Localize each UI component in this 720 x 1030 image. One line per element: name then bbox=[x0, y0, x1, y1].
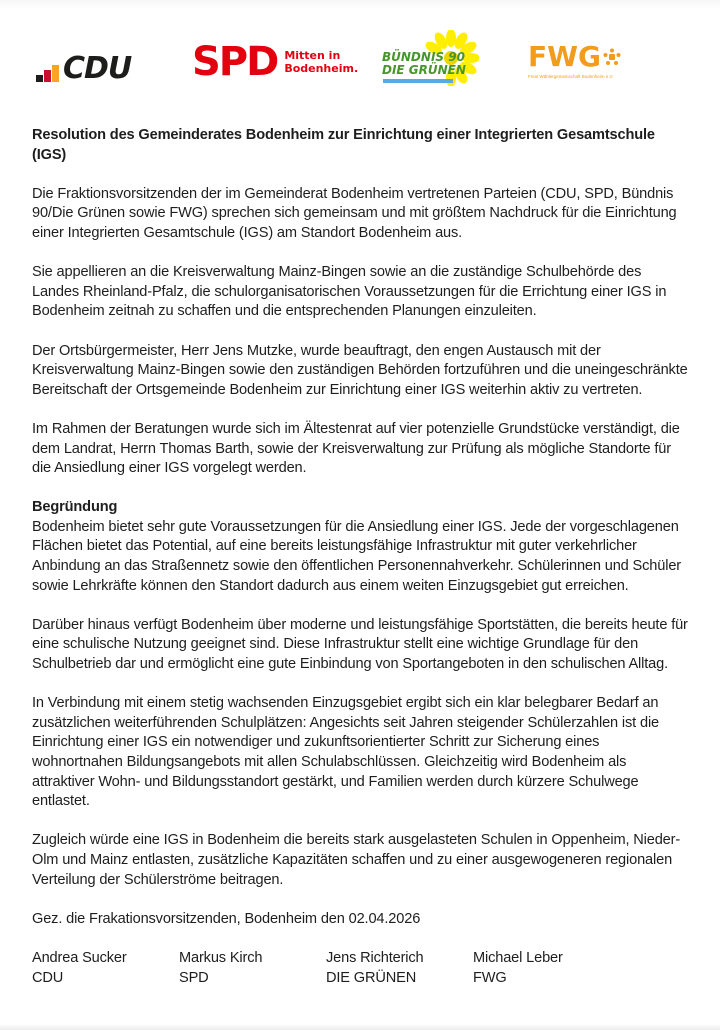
fwg-logo bbox=[528, 42, 621, 79]
party-logos-row bbox=[0, 30, 720, 100]
justification-paragraph: Zugleich würde eine IGS in Bodenheim die bereits stark ausgelasteten Schulen in Oppenheim, Nieder-Olm und Mainz entlasten, zusätzliche Kapazitäten schaffen und zu einer ausgewogeneren regionalen Verteilung der Schülerströme beitragen. bbox=[32, 832, 681, 888]
fwg-logo-text: FWG bbox=[528, 40, 601, 73]
signatures-block bbox=[32, 949, 692, 988]
gruene-logo bbox=[378, 30, 498, 90]
signatory-name: Andrea Sucker bbox=[32, 949, 127, 966]
fwg-subtitle: Freie Wählergemeinschaft Bodenheim e.V. bbox=[528, 74, 614, 79]
signatory bbox=[326, 949, 473, 988]
gruene-blue-band bbox=[383, 79, 453, 83]
justification-paragraph: In Verbindung mit einem stetig wachsenden Einzugsgebiet ergibt sich ein klar belegbarer Bedarf an zusätzlichen weiterführenden Schulplätzen: Angesichts seit Jahren steigender Schülerzahlen ist die Einrichtung einer IGS ein notwendiger und zukunftsorientierter Schritt zur Sicherung eines wohnortnahen Bildungsangebots mit allen Schulabschlüssen. Gleichzeitig wird Bodenheim als attraktiver Wohn- und Bildungsstandort gestärkt, und Familien werden durch kürzere Schulwege entlastet. bbox=[32, 695, 659, 810]
signatory-party: CDU bbox=[32, 969, 64, 986]
signatory-party: SPD bbox=[179, 969, 209, 986]
signatory bbox=[473, 949, 620, 988]
signatory-party: FWG bbox=[473, 969, 507, 986]
cdu-logo-text: CDU bbox=[63, 51, 132, 86]
paragraph: Die Fraktionsvorsitzenden der im Gemeinderat Bodenheim vertretenen Parteien (CDU, SPD, Bündnis 90/Die Grünen sowie FWG) sprechen sich gemeinsam und mit größtem Nachdruck für die Einrichtung einer Integrierten Gesamtschule (IGS) am Standort Bodenheim aus. bbox=[32, 185, 677, 241]
justification-paragraph: Bodenheim bietet sehr gute Voraussetzungen für die Ansiedlung einer IGS. Jede der vorgeschlagenen Flächen bietet das Potential, auf eine bereits leistungsfähige Infrastruktur mit guter verkehrlicher Anbindung an das Straßennetz sowie den öffentlichen Personennahverkehr. Schülerinnen und Schüler sowie Lehrkräfte können den Standort dadurch aus einem weiten Einzugsgebiet gut erreichen. bbox=[32, 518, 681, 594]
fwg-figure-icon bbox=[603, 48, 621, 66]
gruene-line2: DIE GRÜNEN bbox=[382, 63, 466, 77]
paragraph: Sie appellieren an die Kreisverwaltung Mainz-Bingen sowie an die zuständige Schulbehörde des Landes Rheinland-Pfalz, die schulorganisatorischen Voraussetzungen für die Errichtung einer IGS in Bodenheim zeitnah zu schaffen und die entsprechenden Planungen einzuleiten. bbox=[32, 264, 667, 320]
spd-logo bbox=[192, 39, 359, 85]
signatory-party: DIE GRÜNEN bbox=[326, 969, 417, 986]
spd-tagline bbox=[284, 49, 358, 75]
spd-tagline-line1: Mitten in bbox=[284, 49, 341, 62]
cdu-bars-icon bbox=[36, 65, 60, 82]
paragraph: Im Rahmen der Beratungen wurde sich im Ältestenrat auf vier potenzielle Grundstücke verständigt, die dem Landrat, Herrn Thomas Barth, sowie der Kreisverwaltung zur Prüfung als mögliche Standorte für die Ansiedlung einer IGS vorgelegt werden. bbox=[32, 420, 680, 477]
justification-paragraph: Darüber hinaus verfügt Bodenheim über moderne und leistungsfähige Sportstätten, die bereits heute für eine schulische Nutzung geeignet sind. Diese Infrastruktur stellt eine wichtige Grundlage für den Schulbetrieb dar und ermöglicht eine gute Einbindung von Sportangeboten in den schulischen Alltag. bbox=[32, 616, 688, 673]
spd-tagline-line2: Bodenheim. bbox=[284, 62, 359, 75]
paragraph: Der Ortsbürgermeister, Herr Jens Mutzke, wurde beauftragt, den engen Austausch mit der Kreisverwaltung Mainz-Bingen sowie den zuständigen Behörden fortzuführen und die uneingeschränkte Bereitschaft der Ortsgemeinde Bodenheim zur Einrichtung einer IGS weiterhin aktiv zu vertreten. bbox=[32, 342, 688, 398]
document-title: Resolution des Gemeinderates Bodenheim zur Einrichtung einer Integrierten Gesamtschule (IGS) bbox=[32, 127, 655, 163]
cdu-logo bbox=[36, 51, 132, 86]
signatory-name: Markus Kirch bbox=[179, 949, 263, 966]
resolution-document bbox=[32, 126, 692, 988]
page-bottom-edge bbox=[0, 1024, 720, 1030]
signatory bbox=[32, 949, 179, 988]
signatory bbox=[179, 949, 326, 988]
gruene-line1: BÜNDNIS 90 bbox=[382, 50, 465, 64]
signatory-name: Jens Richterich bbox=[326, 949, 424, 966]
spd-logo-text: SPD bbox=[192, 39, 278, 85]
signatory-name: Michael Leber bbox=[473, 949, 563, 966]
justification-heading: Begründung bbox=[32, 499, 118, 516]
signoff-line: Gez. die Frakationsvorsitzenden, Bodenheim den 02.04.2026 bbox=[32, 910, 421, 927]
